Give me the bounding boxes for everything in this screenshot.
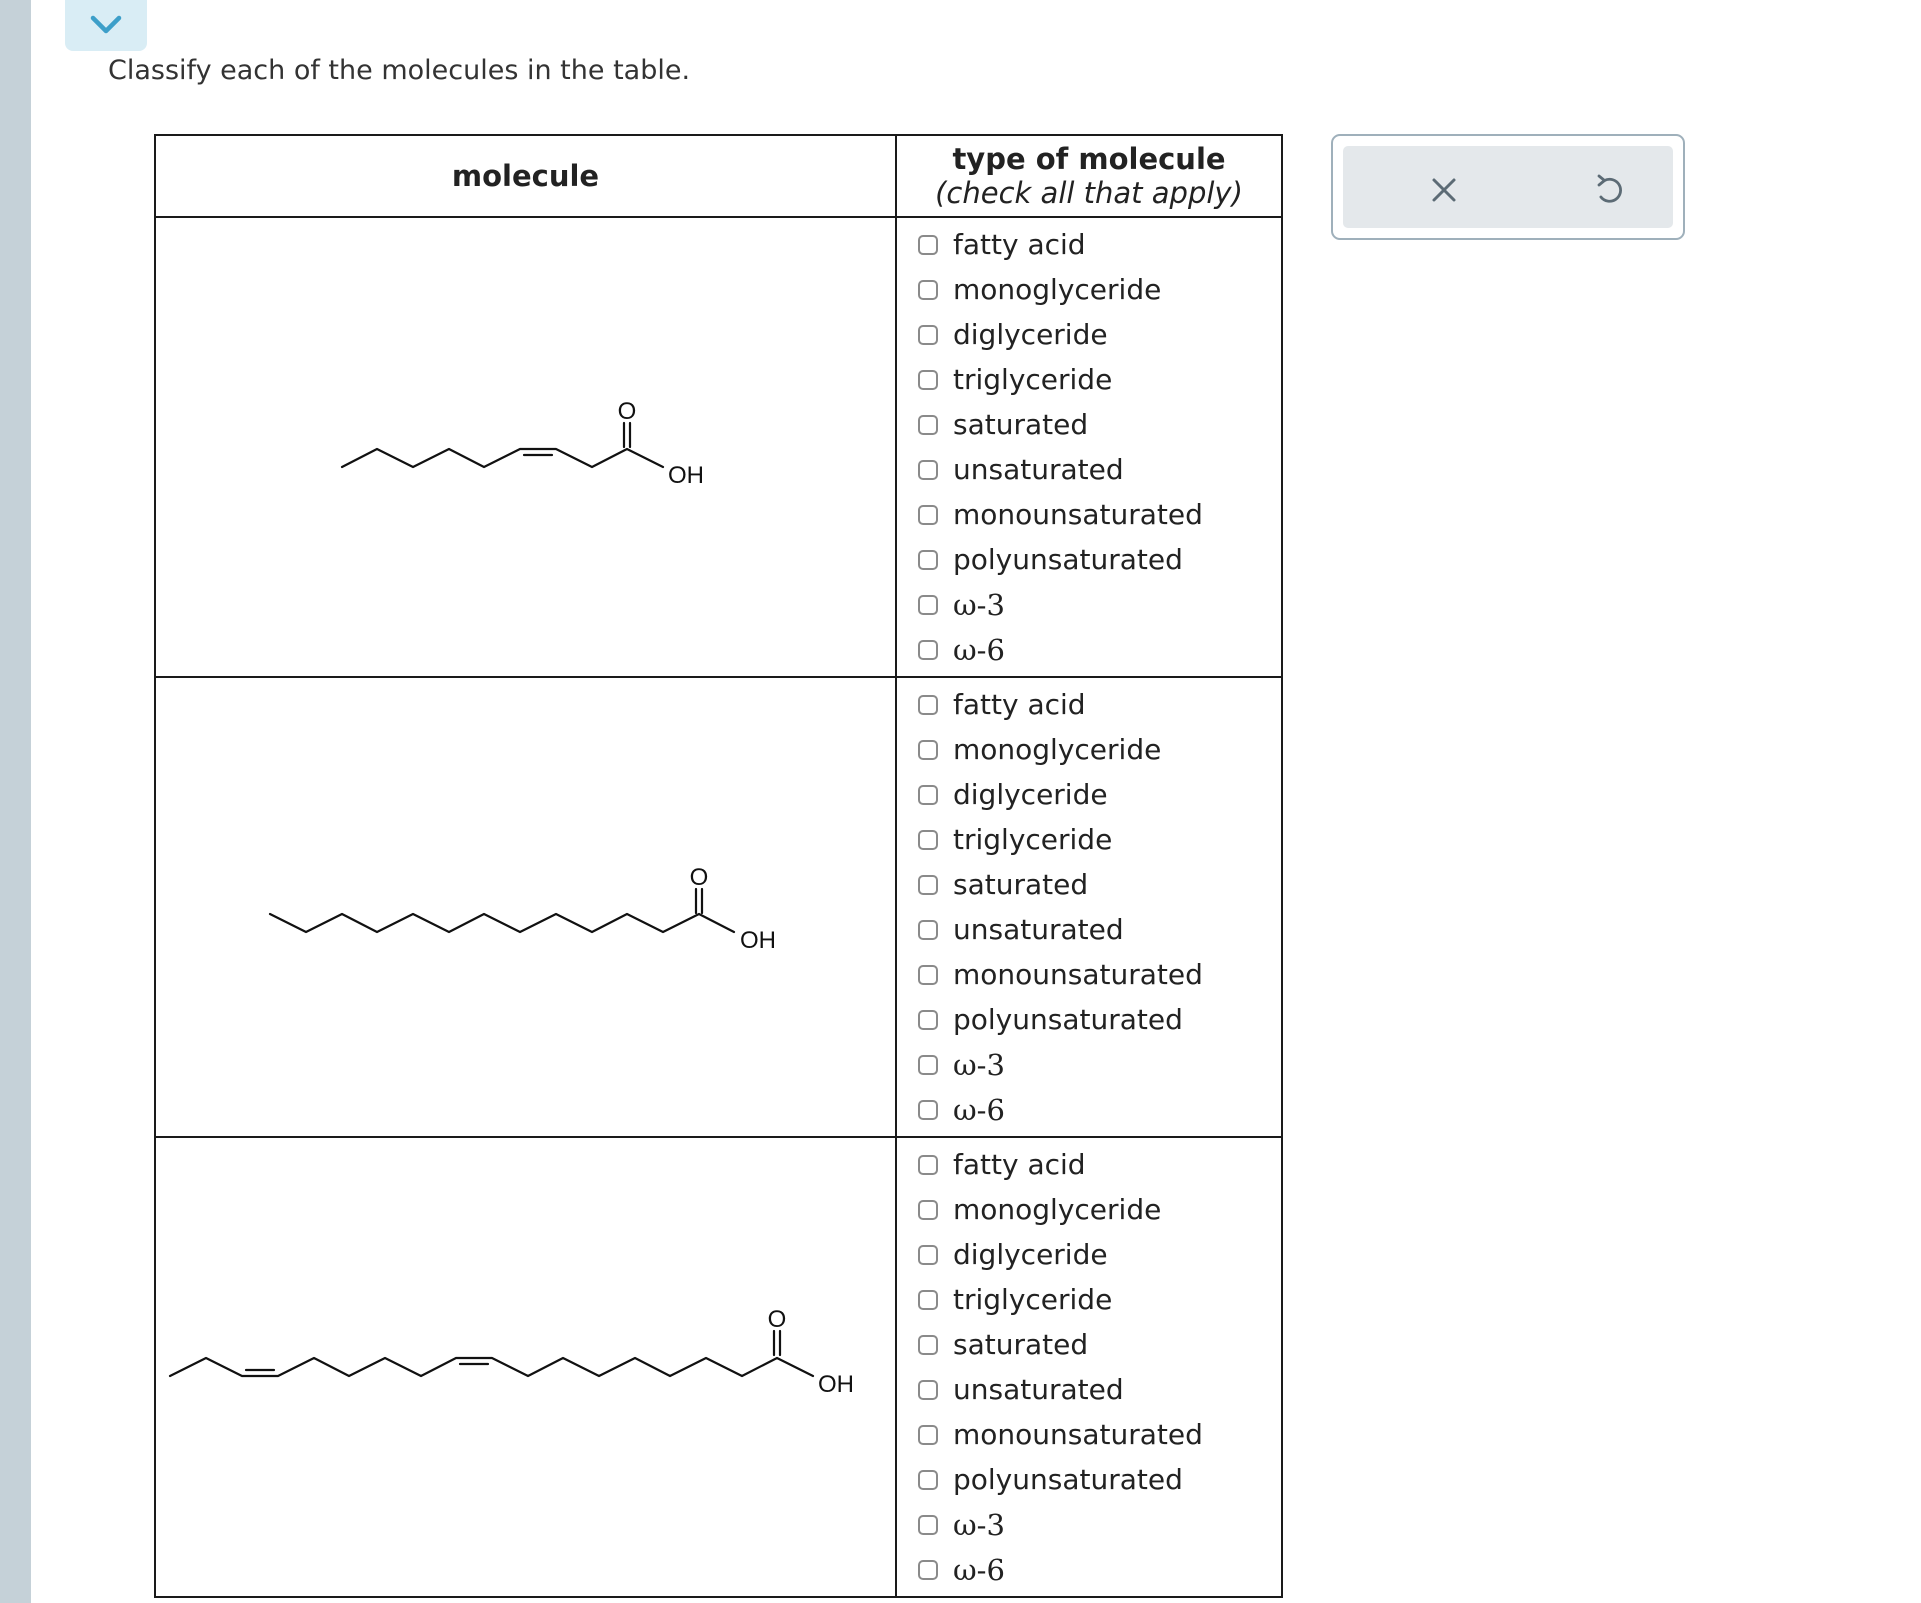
checkbox[interactable] bbox=[918, 415, 938, 435]
collapse-button[interactable] bbox=[65, 0, 147, 51]
checkbox[interactable] bbox=[918, 640, 938, 660]
table-header-row bbox=[155, 135, 1282, 217]
option-label: unsaturated bbox=[953, 453, 1124, 486]
option-triglyceride[interactable] bbox=[897, 357, 1281, 402]
option-label: fatty acid bbox=[953, 688, 1086, 721]
classification-table bbox=[154, 134, 1283, 1598]
checkbox[interactable] bbox=[918, 460, 938, 480]
option-monounsaturated[interactable] bbox=[897, 1412, 1281, 1457]
checkbox[interactable] bbox=[918, 740, 938, 760]
checkbox[interactable] bbox=[918, 1425, 938, 1445]
carbonyl-oxygen-label: O bbox=[689, 864, 709, 891]
checkbox[interactable] bbox=[918, 1100, 938, 1120]
option-monoglyceride[interactable] bbox=[897, 1187, 1281, 1232]
checkbox[interactable] bbox=[918, 1470, 938, 1490]
molecule-column-header: molecule bbox=[155, 135, 896, 217]
table-row bbox=[155, 217, 1282, 677]
option-label: monounsaturated bbox=[953, 1418, 1203, 1451]
option-label: saturated bbox=[953, 408, 1089, 441]
option-omega-3[interactable] bbox=[897, 582, 1281, 627]
option-saturated[interactable] bbox=[897, 862, 1281, 907]
molecule-cell bbox=[155, 677, 896, 1137]
checkbox[interactable] bbox=[918, 1055, 938, 1075]
left-sidebar-strip bbox=[0, 0, 31, 1603]
option-label: ω-6 bbox=[953, 1552, 1005, 1587]
table-row bbox=[155, 677, 1282, 1137]
option-polyunsaturated[interactable] bbox=[897, 537, 1281, 582]
option-omega-6[interactable] bbox=[897, 1087, 1281, 1132]
option-polyunsaturated[interactable] bbox=[897, 997, 1281, 1042]
checkbox[interactable] bbox=[918, 1010, 938, 1030]
type-column-header bbox=[896, 135, 1282, 217]
molecule-structure-2 bbox=[156, 678, 895, 1132]
checkbox[interactable] bbox=[918, 1245, 938, 1265]
option-label: diglyceride bbox=[953, 1238, 1108, 1271]
option-unsaturated[interactable] bbox=[897, 907, 1281, 952]
checkbox[interactable] bbox=[918, 370, 938, 390]
option-label: polyunsaturated bbox=[953, 1463, 1183, 1496]
option-label: ω-6 bbox=[953, 632, 1005, 667]
option-monoglyceride[interactable] bbox=[897, 267, 1281, 312]
close-icon bbox=[1426, 172, 1462, 208]
checkbox[interactable] bbox=[918, 1335, 938, 1355]
option-omega-6[interactable] bbox=[897, 1547, 1281, 1592]
options-cell bbox=[896, 217, 1282, 677]
undo-icon bbox=[1592, 172, 1628, 208]
checkbox[interactable] bbox=[918, 235, 938, 255]
option-label: ω-6 bbox=[953, 1092, 1005, 1127]
molecule-structure-3 bbox=[156, 1138, 895, 1592]
option-label: monounsaturated bbox=[953, 498, 1203, 531]
table-row bbox=[155, 1137, 1282, 1597]
option-fatty-acid[interactable] bbox=[897, 222, 1281, 267]
hydroxyl-label: OH bbox=[668, 462, 704, 489]
option-monounsaturated[interactable] bbox=[897, 952, 1281, 997]
checkbox[interactable] bbox=[918, 830, 938, 850]
checkbox[interactable] bbox=[918, 965, 938, 985]
option-unsaturated[interactable] bbox=[897, 447, 1281, 492]
option-diglyceride[interactable] bbox=[897, 1232, 1281, 1277]
option-omega-3[interactable] bbox=[897, 1502, 1281, 1547]
options-cell bbox=[896, 677, 1282, 1137]
option-label: monoglyceride bbox=[953, 733, 1162, 766]
option-fatty-acid[interactable] bbox=[897, 1142, 1281, 1187]
question-prompt: Classify each of the molecules in the table. bbox=[108, 55, 691, 86]
checkbox[interactable] bbox=[918, 280, 938, 300]
checkbox[interactable] bbox=[918, 1200, 938, 1220]
hydroxyl-label: OH bbox=[740, 927, 776, 954]
option-label: ω-3 bbox=[953, 1507, 1005, 1542]
option-label: triglyceride bbox=[953, 1283, 1113, 1316]
checkbox[interactable] bbox=[918, 595, 938, 615]
molecule-structure-1 bbox=[156, 218, 895, 672]
option-label: monoglyceride bbox=[953, 1193, 1162, 1226]
option-label: fatty acid bbox=[953, 1148, 1086, 1181]
option-omega-6[interactable] bbox=[897, 627, 1281, 672]
option-label: ω-3 bbox=[953, 587, 1005, 622]
checkbox[interactable] bbox=[918, 1515, 938, 1535]
option-triglyceride[interactable] bbox=[897, 1277, 1281, 1322]
carbonyl-oxygen-label: O bbox=[617, 398, 637, 425]
option-label: monoglyceride bbox=[953, 273, 1162, 306]
option-label: ω-3 bbox=[953, 1047, 1005, 1082]
checkbox[interactable] bbox=[918, 1290, 938, 1310]
option-label: saturated bbox=[953, 1328, 1089, 1361]
option-label: triglyceride bbox=[953, 823, 1113, 856]
option-label: unsaturated bbox=[953, 1373, 1124, 1406]
checkbox[interactable] bbox=[918, 550, 938, 570]
option-saturated[interactable] bbox=[897, 402, 1281, 447]
option-omega-3[interactable] bbox=[897, 1042, 1281, 1087]
chevron-down-icon bbox=[89, 14, 123, 36]
option-label: diglyceride bbox=[953, 778, 1108, 811]
option-polyunsaturated[interactable] bbox=[897, 1457, 1281, 1502]
option-triglyceride[interactable] bbox=[897, 817, 1281, 862]
option-label: unsaturated bbox=[953, 913, 1124, 946]
option-label: saturated bbox=[953, 868, 1089, 901]
checkbox[interactable] bbox=[918, 1560, 938, 1580]
option-label: polyunsaturated bbox=[953, 1003, 1183, 1036]
option-fatty-acid[interactable] bbox=[897, 682, 1281, 727]
type-column-title: type of molecule bbox=[952, 142, 1226, 176]
action-panel-inner bbox=[1343, 146, 1673, 228]
option-label: monounsaturated bbox=[953, 958, 1203, 991]
checkbox[interactable] bbox=[918, 920, 938, 940]
option-monounsaturated[interactable] bbox=[897, 492, 1281, 537]
type-column-note: (check all that apply) bbox=[935, 176, 1243, 210]
hydroxyl-label: OH bbox=[818, 1371, 854, 1398]
molecule-cell bbox=[155, 217, 896, 677]
option-unsaturated[interactable] bbox=[897, 1367, 1281, 1412]
molecule-cell bbox=[155, 1137, 896, 1597]
option-diglyceride[interactable] bbox=[897, 772, 1281, 817]
option-diglyceride[interactable] bbox=[897, 312, 1281, 357]
option-label: polyunsaturated bbox=[953, 543, 1183, 576]
checkbox[interactable] bbox=[918, 1380, 938, 1400]
checkbox[interactable] bbox=[918, 875, 938, 895]
clear-button[interactable] bbox=[1426, 172, 1462, 208]
checkbox[interactable] bbox=[918, 1155, 938, 1175]
action-panel bbox=[1331, 134, 1685, 240]
option-label: diglyceride bbox=[953, 318, 1108, 351]
option-label: fatty acid bbox=[953, 228, 1086, 261]
carbonyl-oxygen-label: O bbox=[767, 1306, 787, 1333]
option-label: triglyceride bbox=[953, 363, 1113, 396]
options-cell bbox=[896, 1137, 1282, 1597]
checkbox[interactable] bbox=[918, 695, 938, 715]
option-monoglyceride[interactable] bbox=[897, 727, 1281, 772]
undo-button[interactable] bbox=[1592, 172, 1628, 208]
checkbox[interactable] bbox=[918, 325, 938, 345]
checkbox[interactable] bbox=[918, 505, 938, 525]
checkbox[interactable] bbox=[918, 785, 938, 805]
option-saturated[interactable] bbox=[897, 1322, 1281, 1367]
